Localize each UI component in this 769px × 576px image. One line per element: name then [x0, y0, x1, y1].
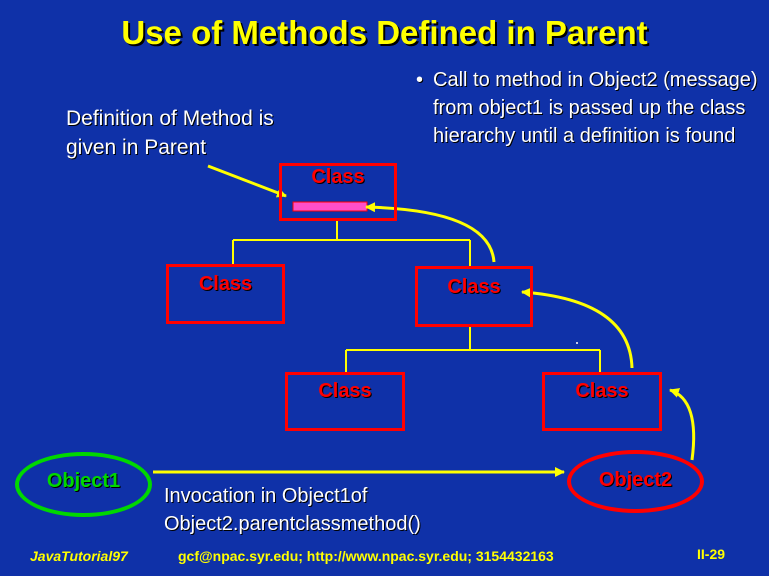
- definition-label-line2: given in Parent: [66, 136, 207, 159]
- class-box-bottom-right-label: Class: [575, 380, 629, 402]
- class-box-mid-left-label: Class: [198, 273, 253, 295]
- bullet-text: Call to method in Object2 (message) from object1 is passed up the class hierarchy until a definition is found: [433, 69, 758, 147]
- footer-course: JavaTutorial97: [30, 548, 128, 564]
- class-box-mid-left: [166, 264, 285, 324]
- definition-label-line1: Definition of Method is: [66, 107, 274, 130]
- object2-ellipse: [567, 450, 704, 513]
- definition-pointer-arrow: [208, 166, 286, 196]
- object2-to-class-arrow: [670, 390, 694, 460]
- object1-label: Object1: [46, 470, 121, 492]
- class-box-top-label: Class: [311, 166, 365, 188]
- object1-ellipse: [15, 452, 152, 517]
- stray-dot: [576, 342, 578, 344]
- object2-label: Object2: [598, 469, 673, 491]
- invocation-text: [164, 482, 421, 538]
- class-box-mid-right-label: Class: [447, 276, 501, 298]
- class-box-top: [279, 163, 397, 221]
- slide-title: Use of Methods Defined in Parent: [121, 14, 648, 51]
- invocation-line2: Object2.parentclassmethod(): [164, 513, 421, 535]
- class-box-mid-right: [415, 266, 533, 327]
- class-box-bottom-left-label: Class: [318, 380, 372, 402]
- bullet-marker: •: [416, 69, 424, 91]
- class-to-class-arrow: [522, 292, 632, 368]
- footer-page-number: II-29: [697, 546, 726, 562]
- class-box-bottom-right: [542, 372, 662, 431]
- footer-contact: gcf@npac.syr.edu; http://www.npac.syr.edu; 3154432163: [178, 548, 554, 564]
- invocation-line1: Invocation in Object1of: [164, 485, 368, 507]
- class-box-bottom-left: [285, 372, 405, 431]
